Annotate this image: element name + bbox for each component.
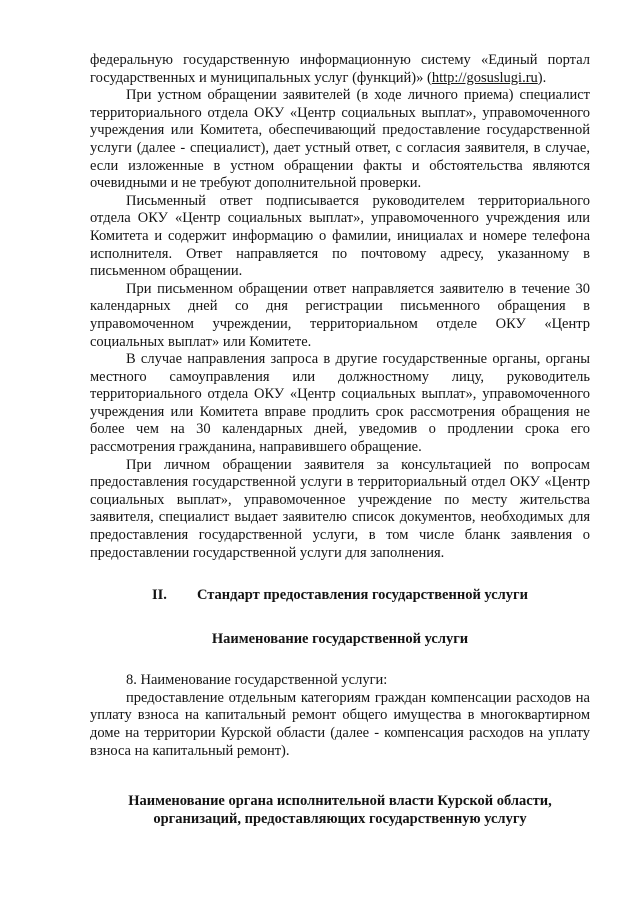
item-8-body: предоставление отдельным категориям граждан компенсации расходов на уплату взноса на капитальный ремонт общего имущества в многоквартирном доме на территории Курской области (далее - компенсация расходов на уплату взноса на капитальный ремонт).: [90, 689, 590, 759]
gosuslugi-link[interactable]: http://gosuslugi.ru: [431, 69, 538, 86]
paragraph-oral-request: При устном обращении заявителей (в ходе личного приема) специалист территориального отдела ОКУ «Центр социальных выплат», управомоченного учреждения или Комитета, обеспечивающий предоставление государственной услуги (далее - специалист), дает устный ответ, с согласия заявителя, в случае, если изложенные в устном обращении факты и обстоятельства являются очевидными и не требуют дополнительной проверки.: [90, 87, 590, 192]
paragraph-written-answer: Письменный ответ подписывается руководителем территориального отдела ОКУ «Центр социальных выплат», управомоченного учреждения или Комитета и содержит информацию о фамилии, инициалах и номере телефона исполнителя. Ответ направляется по почтовому адресу, указанному в письменном обращении.: [90, 192, 590, 280]
subheading-service-name: Наименование государственной услуги: [211, 631, 469, 648]
bottom-heading-line-2: организаций, предоставляющих государственную услугу: [153, 811, 527, 828]
paragraph-extension: В случае направления запроса в другие государственные органы, органы местного самоуправления или должностному лицу, руководитель территориального отдела ОКУ «Центр социальных выплат», управомоченного учреждения или Комитета вправе продлить срок рассмотрения обращения не более чем на 30 календарных дней, уведомив о продлении срока его рассмотрения гражданина, направившего обращение.: [90, 351, 590, 456]
paragraph-portal: [90, 52, 590, 87]
item-8-title: 8. Наименование государственной услуги:: [126, 672, 388, 689]
bottom-heading-line-1: Наименование органа исполнительной власти Курской области,: [128, 793, 552, 810]
paragraph-portal-tail: ).: [537, 69, 547, 86]
paragraph-written-request: При письменном обращении ответ направляется заявителю в течение 30 календарных дней со дня регистрации письменного обращения в управомоченном учреждении, территориальном отделе ОКУ «Центр социальных выплат» или Комитете.: [90, 280, 590, 350]
section-heading: [90, 586, 590, 604]
paragraph-portal-text: федеральную государственную информационную систему «Единый портал государственных и муниципальных услуг (функций)» (: [90, 52, 590, 86]
section-number: II.: [152, 587, 167, 604]
paragraph-consultation: При личном обращении заявителя за консультацией по вопросам предоставления государственной услуги в территориальный отдел ОКУ «Центр социальных выплат», управомоченное учреждение по месту жительства заявителя, специалист выдает заявителю список документов, необходимых для предоставления государственной услуги, в том числе бланк заявления о предоставлении государственной услуги для заполнения.: [90, 456, 590, 561]
section-title: Стандарт предоставления государственной услуги: [196, 587, 528, 604]
bottom-heading: [90, 792, 590, 828]
